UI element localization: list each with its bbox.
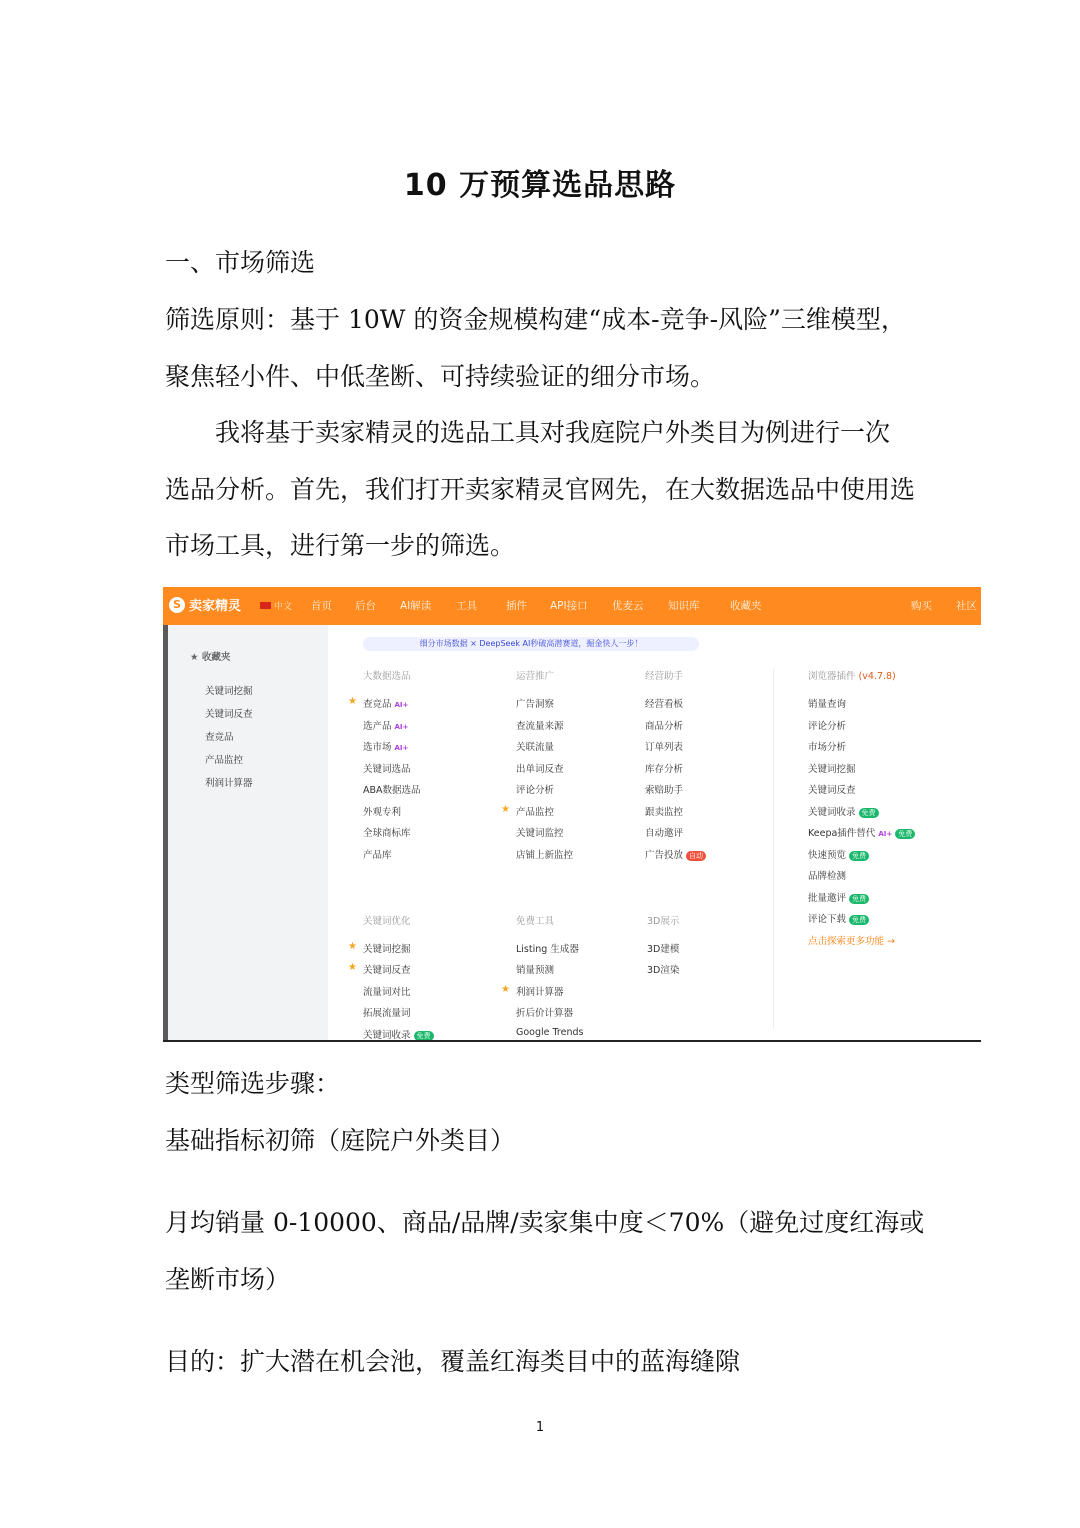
flag-icon xyxy=(260,602,271,609)
nav-item-knowledge[interactable]: 知识库 xyxy=(668,600,700,612)
menu-item[interactable]: 折后价计算器 xyxy=(516,1008,574,1019)
menu-item[interactable]: Google Trends xyxy=(516,1027,584,1038)
menu-item[interactable]: 3D建模 xyxy=(647,944,680,955)
brand-logo[interactable] xyxy=(169,595,241,614)
menu-item[interactable]: 批量邀评 免费 xyxy=(808,890,869,904)
menu-item[interactable]: 关键词选品 xyxy=(363,764,411,775)
menu-item[interactable]: ★ 产品监控 xyxy=(501,804,555,818)
nav-item-youmai[interactable]: 优麦云 xyxy=(612,600,644,612)
menu-item[interactable]: 评论分析 xyxy=(516,785,555,796)
menu-item[interactable]: 评论下载 免费 xyxy=(808,911,869,925)
menu-item[interactable]: 跟卖监控 xyxy=(645,807,684,818)
favorites-title: ★ 收藏夹 xyxy=(190,652,231,663)
menu-item[interactable]: 关联流量 xyxy=(516,742,555,753)
column-head: 大数据选品 xyxy=(363,671,411,682)
top-nav xyxy=(163,587,981,625)
menu-item[interactable]: 选产品 AI+ xyxy=(363,721,409,732)
language-switch[interactable] xyxy=(260,599,292,612)
menu-item[interactable]: 出单词反查 xyxy=(516,764,564,775)
explore-more-link[interactable]: 点击探索更多功能 → xyxy=(808,936,895,947)
menu-item[interactable]: 销量预测 xyxy=(516,965,555,976)
menu-item[interactable]: 产品库 xyxy=(363,850,392,861)
nav-item-community[interactable]: 社区 xyxy=(956,600,977,612)
menu-item[interactable]: 关键词反查 xyxy=(808,785,856,796)
menu-item[interactable]: 评论分析 xyxy=(808,721,847,732)
embedded-screenshot xyxy=(163,587,981,1042)
favorite-item[interactable]: 产品监控 xyxy=(205,755,244,766)
column-head: 浏览器插件 (v4.7.8) xyxy=(808,671,896,682)
nav-item-buy[interactable]: 购买 xyxy=(911,600,932,612)
menu-item[interactable]: ★ 关键词反查 xyxy=(348,962,411,976)
star-icon: ★ xyxy=(348,696,357,707)
menu-item[interactable]: 选市场 AI+ xyxy=(363,742,409,753)
menu-item[interactable]: 销量查询 xyxy=(808,699,847,710)
menu-item[interactable]: 店铺上新监控 xyxy=(516,850,574,861)
menu-item[interactable]: 关键词收录 免费 xyxy=(808,804,879,818)
menu-item[interactable]: 品牌检测 xyxy=(808,871,847,882)
menu-item[interactable]: ★ 关键词挖掘 xyxy=(348,941,411,955)
menu-item[interactable]: 快速预览 免费 xyxy=(808,847,869,861)
brand-name: 卖家精灵 xyxy=(189,599,242,614)
paragraph-line: 垄断市场） xyxy=(165,1265,291,1294)
steps-heading: 类型筛选步骤： xyxy=(165,1069,341,1098)
language-label: 中文 xyxy=(274,602,293,612)
star-icon: ★ xyxy=(501,984,510,995)
star-icon: ★ xyxy=(348,941,357,952)
nav-item-favorites[interactable]: 收藏夹 xyxy=(730,600,762,612)
paragraph-line: 月均销量 0-10000、商品/品牌/卖家集中度＜70%（避免过度红海或 xyxy=(165,1208,925,1237)
paragraph-line: 市场工具，进行第一步的筛选。 xyxy=(165,531,516,560)
paragraph-line: 选品分析。首先，我们打开卖家精灵官网先，在大数据选品中使用选 xyxy=(165,475,916,504)
column-head: 经营助手 xyxy=(645,671,684,682)
step-item: 基础指标初筛（庭院户外类目） xyxy=(165,1126,516,1155)
panel-edge xyxy=(163,625,168,1040)
menu-item[interactable]: 广告洞察 xyxy=(516,699,555,710)
favorite-item[interactable]: 关键词反查 xyxy=(205,709,253,720)
column-head: 运营推广 xyxy=(516,671,555,682)
menu-item[interactable]: 商品分析 xyxy=(645,721,684,732)
menu-item[interactable]: 全球商标库 xyxy=(363,828,411,839)
paragraph-line: 目的：扩大潜在机会池，覆盖红海类目中的蓝海缝隙 xyxy=(165,1347,741,1376)
menu-item[interactable]: Keepa插件替代 AI+ 免费 xyxy=(808,825,915,839)
menu-item[interactable]: ★ 查竞品 AI+ xyxy=(348,696,409,710)
menu-item[interactable]: 关键词监控 xyxy=(516,828,564,839)
nav-item-tools[interactable]: 工具 xyxy=(456,600,477,612)
menu-item[interactable]: 订单列表 xyxy=(645,742,684,753)
star-icon: ★ xyxy=(348,962,357,973)
nav-item-backend[interactable]: 后台 xyxy=(355,600,376,612)
menu-item[interactable]: 关键词收录 免费 xyxy=(363,1027,434,1041)
column-head: 3D展示 xyxy=(647,916,680,927)
menu-item[interactable]: 库存分析 xyxy=(645,764,684,775)
favorite-item[interactable]: 关键词挖掘 xyxy=(205,686,253,697)
page-number: 1 xyxy=(535,1420,545,1435)
menu-item[interactable]: 索赔助手 xyxy=(645,785,684,796)
menu-item[interactable]: ★ 利润计算器 xyxy=(501,984,564,998)
nav-item-home[interactable]: 首页 xyxy=(311,600,332,612)
menu-item[interactable]: 拓展流量词 xyxy=(363,1008,411,1019)
menu-item[interactable]: Listing 生成器 xyxy=(516,944,579,955)
menu-item[interactable]: 广告投放 自动 xyxy=(645,847,706,861)
section-heading: 一、市场筛选 xyxy=(165,248,316,277)
favorite-item[interactable]: 利润计算器 xyxy=(205,778,253,789)
menu-item[interactable]: 查流量来源 xyxy=(516,721,564,732)
nav-item-plugins[interactable]: 插件 xyxy=(506,600,527,612)
paragraph-line: 筛选原则：基于 10W 的资金规模构建“成本-竞争-风险”三维模型， xyxy=(165,305,906,334)
document-title: 10 万预算选品思路 xyxy=(403,168,677,203)
menu-item[interactable]: 关键词挖掘 xyxy=(808,764,856,775)
menu-item[interactable]: 流量词对比 xyxy=(363,987,411,998)
column-head: 关键词优化 xyxy=(363,916,411,927)
menu-item[interactable]: 外观专利 xyxy=(363,807,402,818)
menu-item[interactable]: 市场分析 xyxy=(808,742,847,753)
logo-icon: S xyxy=(169,597,185,613)
nav-item-ai[interactable]: AI解读 xyxy=(400,600,432,612)
favorite-item[interactable]: 查竞品 xyxy=(205,732,234,743)
menu-item[interactable]: 自动邀评 xyxy=(645,828,684,839)
paragraph-line: 聚焦轻小件、中低垄断、可持续验证的细分市场。 xyxy=(165,362,716,391)
menu-item[interactable]: 经营看板 xyxy=(645,699,684,710)
star-icon: ★ xyxy=(501,804,510,815)
promo-banner[interactable]: 细分市场数据 × DeepSeek AI秒破高潜赛道，掘金快人一步！ xyxy=(363,637,699,651)
divider xyxy=(773,669,774,1029)
menu-item[interactable]: ABA数据选品 xyxy=(363,785,421,796)
column-head: 免费工具 xyxy=(516,916,555,927)
paragraph-line: 我将基于卖家精灵的选品工具对我庭院户外类目为例进行一次 xyxy=(215,418,891,447)
menu-item[interactable]: 3D渲染 xyxy=(647,965,680,976)
nav-item-api[interactable]: API接口 xyxy=(550,600,588,612)
